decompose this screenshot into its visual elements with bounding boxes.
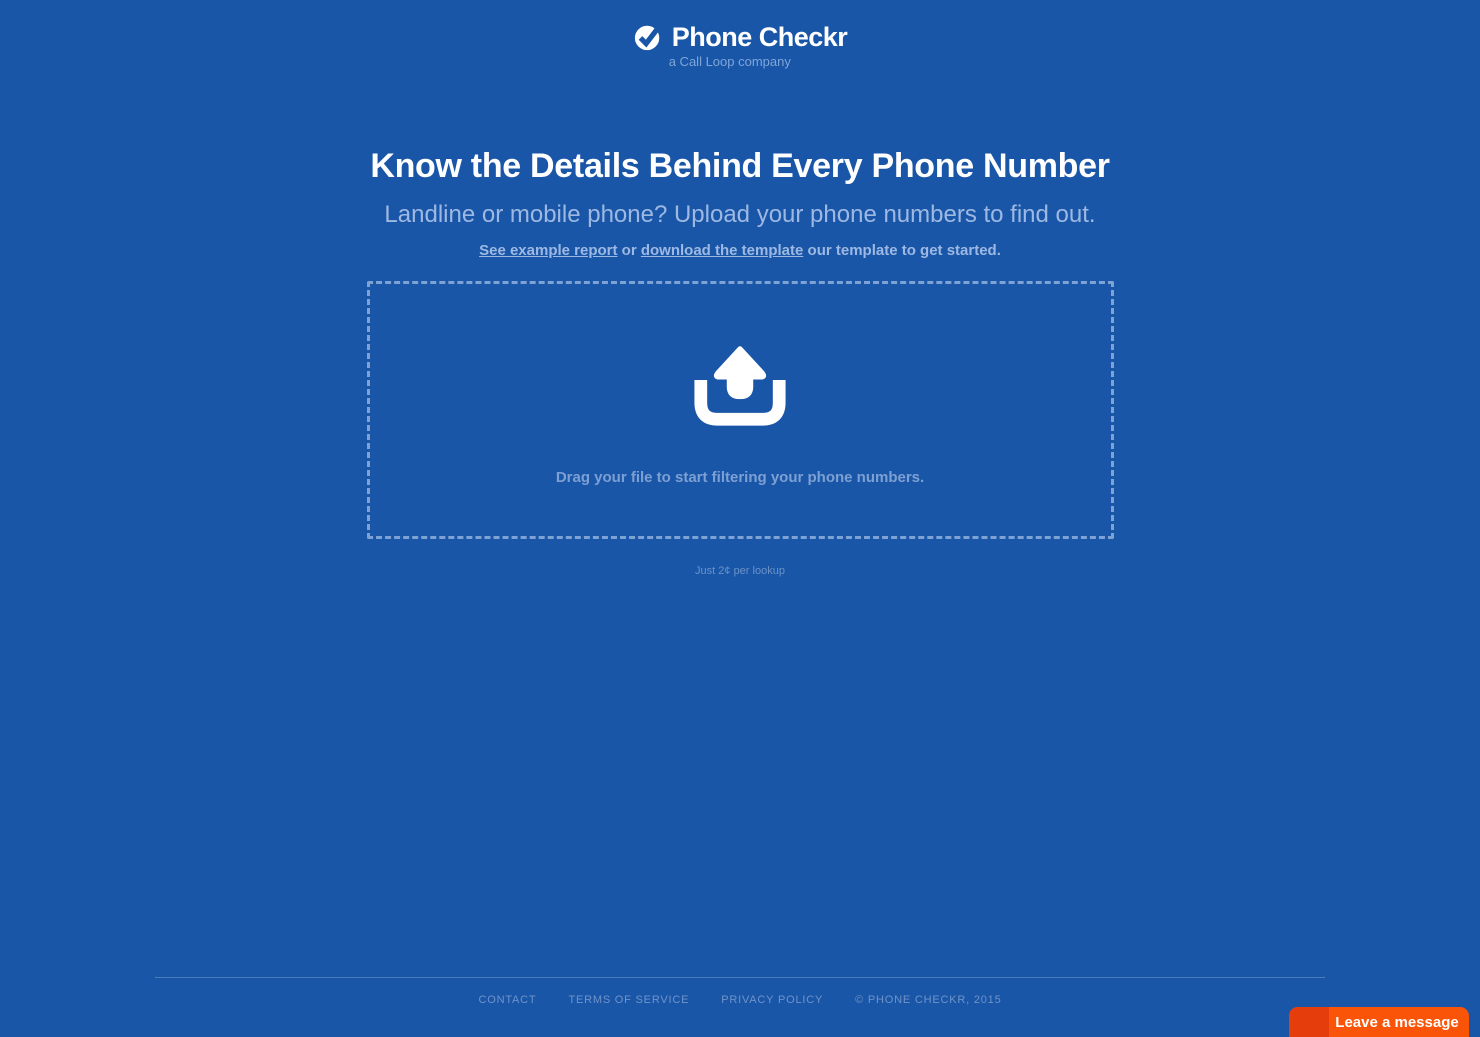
page-subtitle: Landline or mobile phone? Upload your phone numbers to find out. xyxy=(384,201,1096,228)
chat-icon-area xyxy=(1289,1007,1329,1037)
file-dropzone[interactable] xyxy=(367,281,1114,539)
footer-copyright: © PHONE CHECKR, 2015 xyxy=(855,994,1002,1006)
see-example-report-link[interactable]: See example report xyxy=(479,242,618,259)
footer xyxy=(0,977,1480,1006)
logo-tagline: a Call Loop company xyxy=(668,54,791,69)
footer-link-terms[interactable]: TERMS OF SERVICE xyxy=(568,994,690,1006)
footer-divider xyxy=(155,977,1325,978)
footer-link-privacy[interactable]: PRIVACY POLICY xyxy=(721,994,824,1006)
upload-icon xyxy=(691,333,789,431)
pricing-note: Just 2¢ per lookup xyxy=(695,565,785,577)
footer-nav xyxy=(0,994,1480,1006)
hero-links-line xyxy=(0,242,1480,259)
check-circle-icon xyxy=(633,22,663,52)
chat-widget-label: Leave a message xyxy=(1335,1013,1459,1031)
logo xyxy=(633,22,848,69)
header xyxy=(0,0,1480,71)
links-line-or: or xyxy=(617,242,641,259)
links-line-suffix: our template to get started. xyxy=(803,242,1001,259)
dropzone-label: Drag your file to start filtering your phone numbers. xyxy=(555,469,925,486)
chat-widget-button[interactable] xyxy=(1289,1007,1469,1037)
logo-text: Phone Checkr xyxy=(671,21,848,52)
page-title: Know the Details Behind Every Phone Number xyxy=(370,147,1110,185)
download-template-link[interactable]: download the template xyxy=(640,242,804,259)
footer-link-contact[interactable]: CONTACT xyxy=(478,994,537,1006)
